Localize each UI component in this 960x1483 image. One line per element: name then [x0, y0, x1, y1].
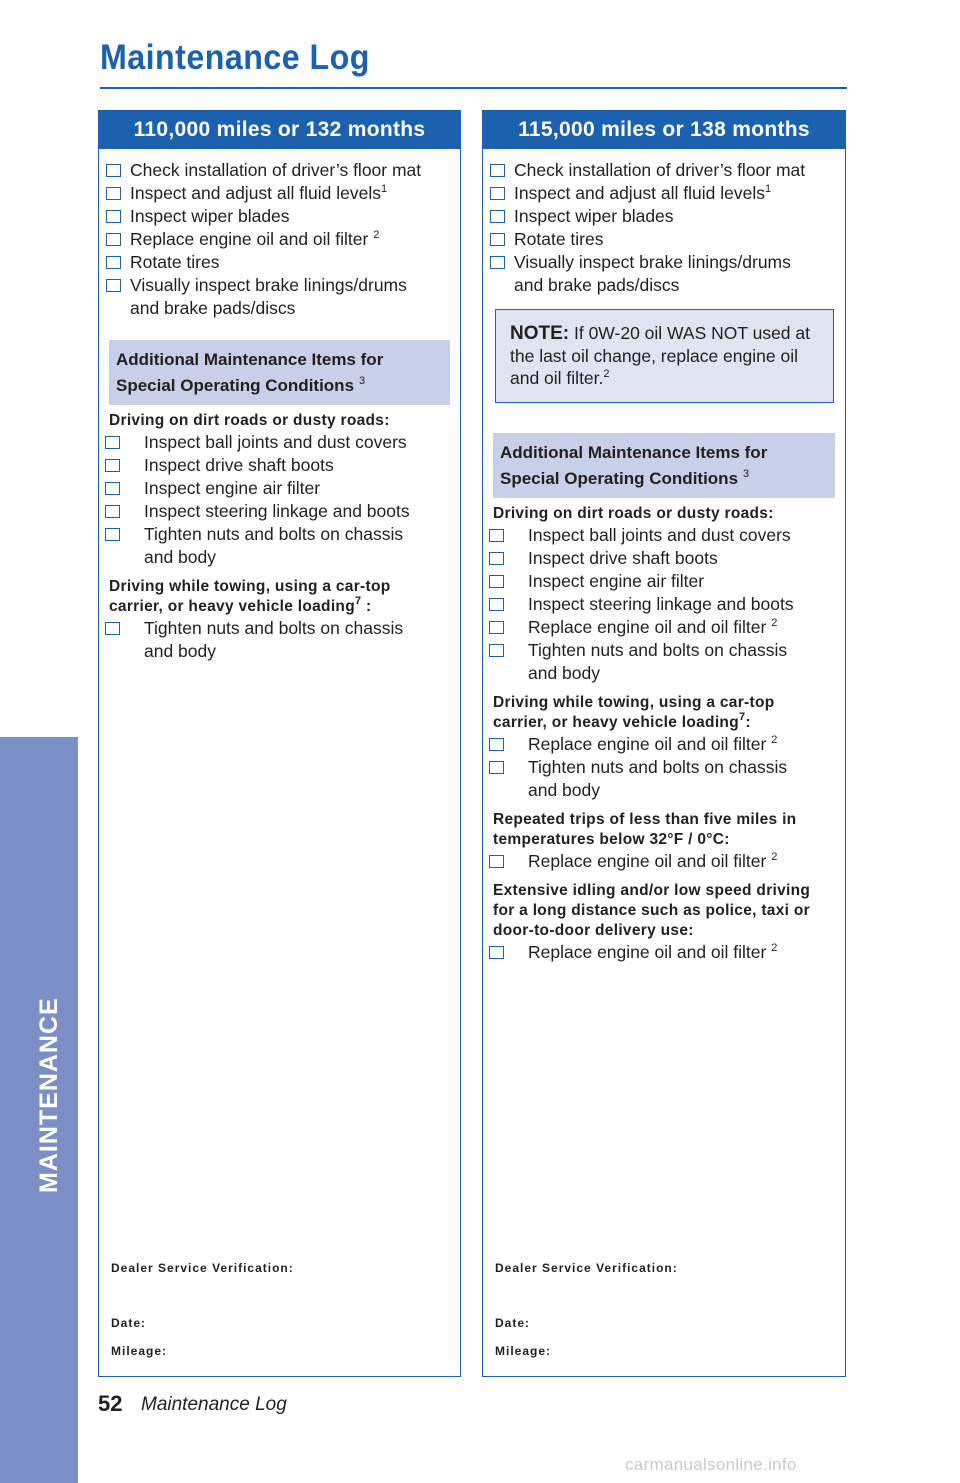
condition-heading: Driving while towing, using a car-top carrier, or heavy vehicle loading$^7$: — [493, 694, 775, 731]
checkbox[interactable] — [490, 233, 505, 246]
section-side-tab — [0, 737, 78, 1483]
column-header: 110,000 miles or 132 months — [99, 111, 460, 149]
checklist-item: Rotate tires — [490, 228, 845, 251]
checkbox[interactable] — [489, 575, 504, 588]
page-title: Maintenance Log — [100, 38, 370, 77]
checkbox[interactable] — [106, 164, 121, 177]
additional-items-box: Additional Maintenance Items for Special Operating Conditions $^3$ — [493, 433, 835, 498]
checkbox[interactable] — [489, 946, 504, 959]
checkbox[interactable] — [489, 738, 504, 751]
footer-section-title: Maintenance Log — [141, 1394, 287, 1415]
date-label: Date: — [495, 1316, 531, 1330]
checkbox[interactable] — [106, 279, 121, 292]
condition-list — [483, 850, 845, 873]
checklist-item: Inspect wiper blades — [490, 205, 845, 228]
checklist-item: Inspect wiper blades — [106, 205, 460, 228]
checkbox[interactable] — [490, 256, 505, 269]
condition-heading: Repeated trips of less than five miles in temperatures below 32°F / 0°C: — [493, 811, 797, 848]
mileage-label: Mileage: — [495, 1344, 552, 1358]
date-label: Date: — [111, 1316, 147, 1330]
checkbox[interactable] — [489, 761, 504, 774]
checklist-item: Visually inspect brake linings/drums and brake pads/discs — [106, 274, 460, 320]
condition-list — [483, 733, 845, 802]
page-number: 52 — [98, 1391, 123, 1416]
title-rule — [100, 87, 847, 89]
condition-list — [99, 431, 460, 569]
condition-heading: Driving on dirt roads or dusty roads: — [493, 505, 774, 522]
checkbox[interactable] — [106, 256, 121, 269]
checkbox[interactable] — [105, 459, 120, 472]
checklist — [483, 149, 845, 297]
condition-list — [99, 617, 460, 663]
checklist-item: Inspect and adjust all fluid levels$^1$ — [490, 182, 845, 205]
checklist-item: Inspect and adjust all fluid levels$^1$ — [106, 182, 460, 205]
mileage-label: Mileage: — [111, 1344, 168, 1358]
checklist-item: Rotate tires — [106, 251, 460, 274]
checklist-item: Check installation of driver’s floor mat — [106, 159, 460, 182]
checklist-item: Inspect steering linkage and boots — [489, 593, 845, 616]
column-header: 115,000 miles or 138 months — [483, 111, 845, 149]
checkbox[interactable] — [105, 482, 120, 495]
condition-list — [483, 524, 845, 685]
checklist-item: Check installation of driver’s floor mat — [490, 159, 845, 182]
checklist-item: Inspect ball joints and dust covers — [105, 431, 460, 454]
checklist-item: Visually inspect brake linings/drums and brake pads/discs — [490, 251, 845, 297]
checkbox[interactable] — [105, 436, 120, 449]
checklist-item: Replace engine oil and oil filter $^2$ — [106, 228, 460, 251]
watermark: carmanualsonline.info — [625, 1455, 797, 1474]
checkbox[interactable] — [489, 644, 504, 657]
checkbox[interactable] — [106, 187, 121, 200]
checklist-item: Inspect drive shaft boots — [489, 547, 845, 570]
side-tab-label: MAINTENANCE — [35, 997, 63, 1193]
checklist-item: Tighten nuts and bolts on chassis and body — [489, 639, 845, 685]
checkbox[interactable] — [105, 505, 120, 518]
checkbox[interactable] — [106, 210, 121, 223]
checkbox[interactable] — [489, 598, 504, 611]
checklist-item: Inspect engine air filter — [105, 477, 460, 500]
checklist-item: Tighten nuts and bolts on chassis and body — [489, 756, 845, 802]
note-box: NOTE: If 0W-20 oil WAS NOT used at the last oil change, replace engine oil and oil filter.$^2$ — [495, 309, 834, 403]
checkbox[interactable] — [489, 855, 504, 868]
checklist-item: Replace engine oil and oil filter $^2$ — [489, 616, 845, 639]
checklist-item: Replace engine oil and oil filter $^2$ — [489, 733, 845, 756]
condition-list — [483, 941, 845, 964]
checklist-item: Inspect ball joints and dust covers — [489, 524, 845, 547]
dealer-verification-label: Dealer Service Verification: — [111, 1261, 294, 1275]
maintenance-column-115k — [482, 110, 846, 1377]
dealer-verification-label: Dealer Service Verification: — [495, 1261, 678, 1275]
checklist-item: Replace engine oil and oil filter $^2$ — [489, 850, 845, 873]
checklist-item: Replace engine oil and oil filter $^2$ — [489, 941, 845, 964]
checkbox[interactable] — [489, 552, 504, 565]
condition-heading: Driving on dirt roads or dusty roads: — [109, 412, 390, 429]
checkbox[interactable] — [105, 528, 120, 541]
checklist-item: Inspect steering linkage and boots — [105, 500, 460, 523]
checklist-item: Tighten nuts and bolts on chassis and body — [105, 617, 460, 663]
checkbox[interactable] — [489, 621, 504, 634]
checklist-item: Inspect engine air filter — [489, 570, 845, 593]
checklist-item: Inspect drive shaft boots — [105, 454, 460, 477]
checkbox[interactable] — [105, 622, 120, 635]
note-text: If 0W-20 oil WAS NOT used at the last oil change, replace engine oil and oil filter. — [510, 323, 810, 388]
checkbox[interactable] — [106, 233, 121, 246]
note-label: NOTE: — [510, 323, 570, 344]
condition-heading: Extensive idling and/or low speed driving for a long distance such as police, taxi or door-to-door delivery use: — [493, 882, 811, 939]
checkbox[interactable] — [490, 210, 505, 223]
checklist — [99, 149, 460, 320]
checkbox[interactable] — [489, 529, 504, 542]
additional-items-box: Additional Maintenance Items for Special Operating Conditions $^3$ — [109, 340, 450, 405]
checkbox[interactable] — [490, 164, 505, 177]
checkbox[interactable] — [490, 187, 505, 200]
condition-heading: Driving while towing, using a car-top carrier, or heavy vehicle loading$^7$ : — [109, 578, 391, 615]
checklist-item: Tighten nuts and bolts on chassis and body — [105, 523, 460, 569]
maintenance-column-110k — [98, 110, 461, 1377]
